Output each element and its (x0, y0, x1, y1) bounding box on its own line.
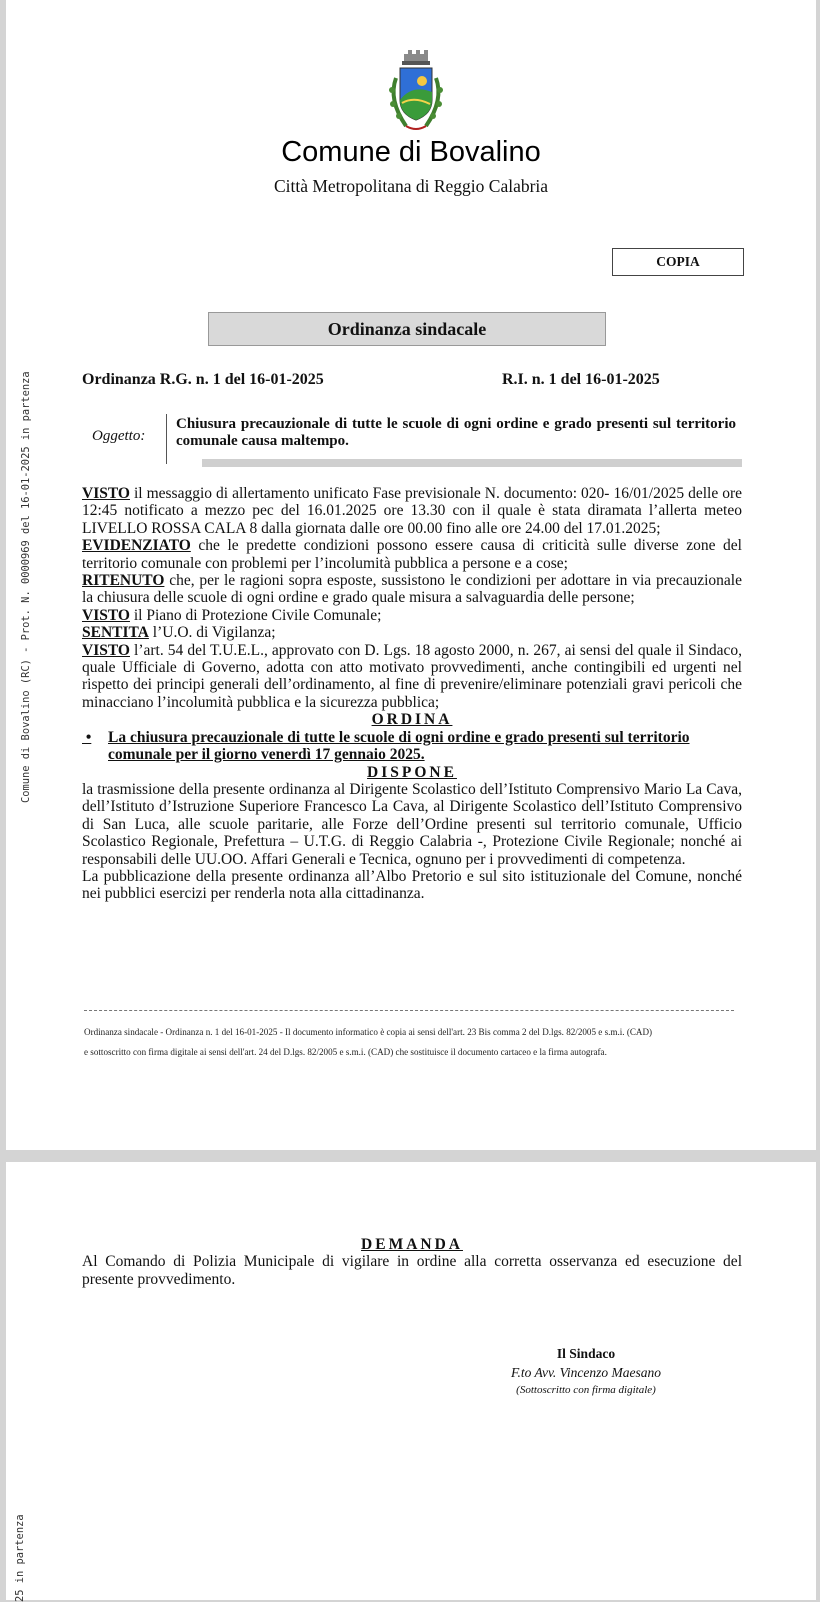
heading-demanda: DEMANDA (361, 1236, 463, 1253)
footnote-line: e sottoscritto con firma digitale ai sensi dell'art. 24 del D.lgs. 82/2005 e s.m.i. (CAD) che sostituisce il documento cartaceo e la firma autografa. (84, 1047, 607, 1057)
keyword-visto: VISTO (82, 606, 130, 624)
paragraph-text: il messaggio di allertamento unificato Fase previsionale N. documento: 020- 16/01/2025 delle ore 12:45 notificato a mezzo pec del 16.01.2025 ore 13.30 con il quale è stata diramata l’allerta meteo LIVELLO ROSSA CALA 8 dalla giornata dalle ore 00.00 fino alle ore 24.00 del 17.01.2025; (82, 485, 742, 537)
signature-title: Il Sindaco (556, 1346, 616, 1361)
municipality-title: Comune di Bovalino (281, 136, 541, 168)
footnote (84, 1022, 744, 1062)
page2-body (82, 1236, 742, 1288)
protocol-stamp-page-2: 25 in partenza (14, 1514, 26, 1602)
footnote-line: Ordinanza sindacale - Ordinanza n. 1 del 16-01-2025 - Il documento informatico è copia ai sensi dell'art. 23 Bis comma 2 del D.lgs. 82/2005 e s.m.i. (CAD) (84, 1027, 653, 1037)
keyword-evidenziato: EVIDENZIATO (82, 537, 191, 555)
paragraph-visto-allerta (82, 485, 742, 537)
paragraph-text: il Piano di Protezione Civile Comunale; (129, 606, 382, 624)
subject-divider (166, 414, 167, 464)
document-page-1 (6, 0, 816, 1150)
heading-dispone: DISPONE (367, 763, 457, 781)
footnote-divider (84, 1010, 734, 1011)
signature-note: (Sottoscritto con firma digitale) (516, 1384, 656, 1396)
bullet-icon: • (82, 728, 92, 746)
paragraph-demanda: Al Comando di Polizia Municipale di vigilare in ordine alla corretta osservanza ed esecuzione del presente provvedimento. (82, 1253, 742, 1288)
subject-underline-bar (202, 459, 742, 467)
paragraph-dispone: la trasmissione della presente ordinanza al Dirigente Scolastico dell’Istituto Comprensivo Mario La Cava, dell’Istituto d’Istruzione Superiore Francesco La Cava, al Dirigente Scolastico dell’Istituto Comprensivo di San Luca, alle scuole paritarie, alle Forze dell’Ordine presenti sul territorio comunale, Ufficio Scolastico Regionale, Prefettura – U.T.G. di Reggio Calabria -, Protezione Civile Regionale; nonché ai responsabili delle UU.OO. Affari Generali e Tecnica, ognuno per i provvedimenti di competenza. (82, 780, 742, 868)
paragraph-text: che, per le ragioni sopra esposte, sussistono le condizioni per adottare in via precauzionale la chiusura delle scuole di ogni ordine e grado quale misura a salvaguardia delle persone; (82, 572, 742, 607)
paragraph-pubblicazione: La pubblicazione della presente ordinanza all’Albo Pretorio e sul sito istituzionale del Comune, nonché nei pubblici esercizi per renderla nota alla cittadinanza. (82, 867, 742, 903)
municipal-coat-of-arms-icon (382, 48, 450, 136)
subject-label: Oggetto: (92, 428, 146, 444)
paragraph-ritenuto (82, 572, 742, 607)
paragraph-text: l’U.O. di Vigilanza; (148, 624, 276, 642)
copia-badge: COPIA (612, 248, 744, 276)
paragraph-sentita (82, 624, 742, 641)
ordina-list-item (82, 729, 742, 764)
signature-name: F.to Avv. Vincenzo Maesano (510, 1365, 662, 1380)
paragraph-text: l’art. 54 del T.U.E.L., approvato con D. Lgs. 18 agosto 2000, n. 267, ai sensi del quale il Sindaco, quale Ufficiale di Governo, adotta con atto motivato provvedimenti, anche contingibili ed urgenti nel rispetto dei principi generali dell’ordinamento, al fine di prevenire/eliminare potenziali gravi pericoli che minacciano l’incolumità pubblica e la sicurezza pubblica; (82, 641, 742, 711)
paragraph-visto-tuel (82, 642, 742, 712)
ordina-item-text: La chiusura precauzionale di tutte le scuole di ogni ordine e grado presenti sul territorio comunale per il giorno venerdì 17 gennaio 2025. (108, 728, 690, 764)
heading-ordina: ORDINA (371, 711, 453, 729)
paragraph-evidenziato (82, 537, 742, 572)
protocol-stamp: Comune di Bovalino (RC) - Prot. N. 0000969 del 16-01-2025 in partenza (20, 371, 32, 803)
keyword-ritenuto: RITENUTO (82, 572, 165, 590)
paragraph-visto-piano (82, 607, 742, 624)
ordinance-body (82, 485, 742, 903)
registry-number-ri: R.I. n. 1 del 16-01-2025 (502, 371, 660, 388)
registry-number-rg: Ordinanza R.G. n. 1 del 16-01-2025 (82, 371, 324, 388)
municipality-subtitle: Città Metropolitana di Reggio Calabria (273, 176, 549, 196)
keyword-visto: VISTO (82, 485, 130, 502)
keyword-visto: VISTO (82, 641, 130, 659)
paragraph-text: che le predette condizioni possono essere causa di criticità sulle diverse zone del territorio comunale con problemi per l’incolumità pubblica a persone e a cose; (82, 537, 742, 572)
keyword-sentita: SENTITA (82, 624, 149, 642)
document-page-2 (6, 1162, 816, 1600)
document-type-box: Ordinanza sindacale (208, 312, 606, 346)
subject-text: Chiusura precauzionale di tutte le scuole di ogni ordine e grado presenti sul territorio comunale causa maltempo. (176, 416, 736, 449)
